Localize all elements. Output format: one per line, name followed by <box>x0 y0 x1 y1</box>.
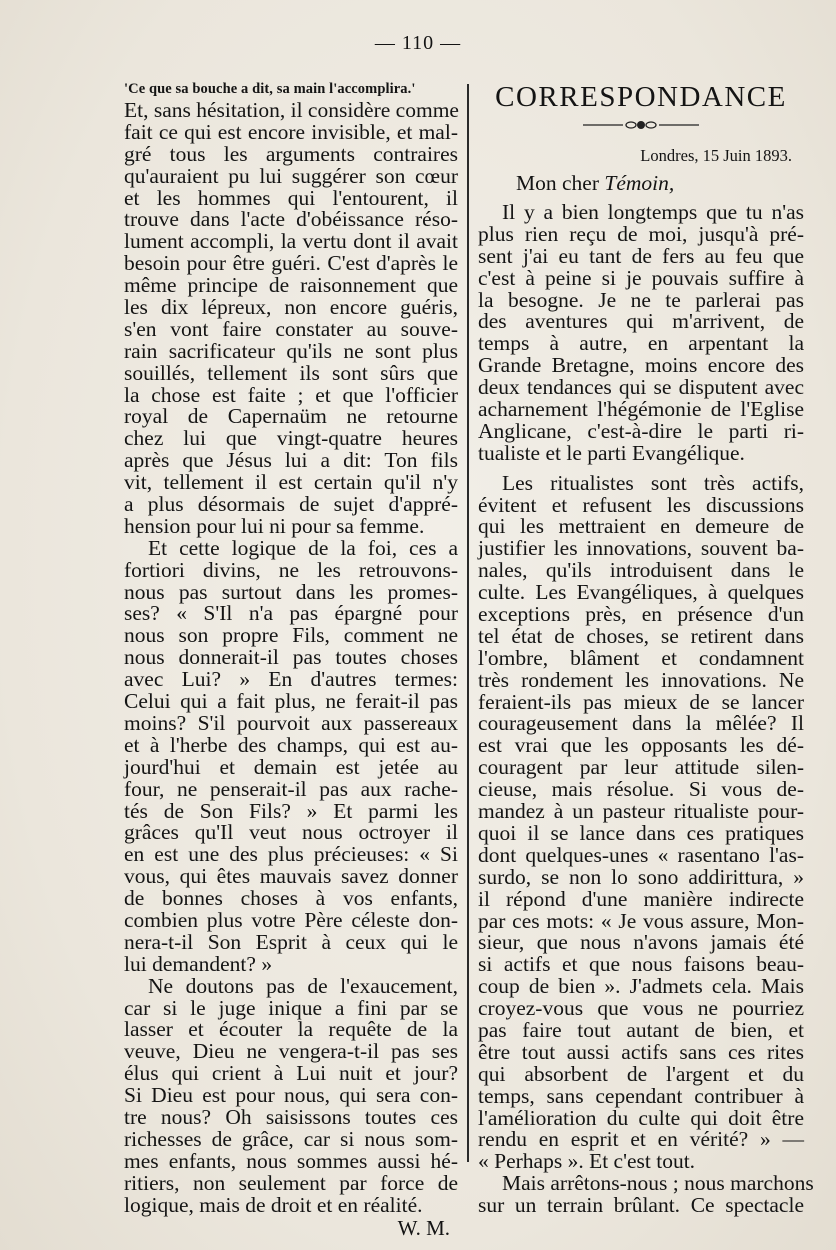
text-line: avec Lui? » En d'autres termes: <box>124 667 458 692</box>
text-line: si actifs et que nous faisons beau- <box>478 952 804 977</box>
text-line: vous, qui êtes mauvais savez donner <box>124 864 458 889</box>
text-line: tre nous? Oh saisissons toutes ces <box>124 1104 458 1129</box>
dateline: Londres, 15 Juin 1893. <box>640 146 792 165</box>
text-line: de bonnes choses à vos enfants, <box>124 886 458 911</box>
text-line: et les hommes qui l'entourent, il <box>124 185 458 210</box>
text-line: souillés, tellement ils sont sûrs que <box>124 360 458 385</box>
text-line: des aventures qui m'arrivent, de <box>478 309 804 334</box>
text-line: moins? S'il pourvoit aux passereaux <box>124 710 458 735</box>
text-line: très rondement les innovations. Ne <box>478 667 804 692</box>
text-line: croyez-vous que vous ne pourriez <box>478 996 804 1021</box>
salutation <box>478 168 804 198</box>
text-line: gré tous les arguments contraires <box>124 141 458 166</box>
text-line: l'ombre, blâment et condamnent <box>478 645 804 670</box>
text-line: qui les mettraient en demeure de <box>478 514 804 539</box>
text-line: Anglicane, c'est-à-dire le parti ri- <box>478 418 804 443</box>
text-line: sieur, que nous n'avons jamais été <box>478 930 804 955</box>
text-line: après que Jésus lui a dit: Ton fils <box>124 448 458 473</box>
text-line: rain sacrificateur qu'ils ne sont plus <box>124 338 458 363</box>
ornament-divider <box>581 118 701 132</box>
salutation-name: Témoin, <box>604 171 675 195</box>
paragraph <box>478 202 804 465</box>
text-line: logique, mais de droit et en réalité. <box>124 1192 423 1217</box>
text-line: tés de Son Fils? » Et parmi les <box>124 798 458 823</box>
text-line: grâces qu'Il veut nous octroyer il <box>124 820 458 845</box>
text-line: en est une des plus précieuses: « Si <box>124 842 458 867</box>
text-line: jourd'hui et demain est jetée au <box>124 754 458 779</box>
text-line: élus qui crient à Lui nuit et jour? <box>124 1061 458 1086</box>
text-line: l'amélioration du culte qui doit être <box>478 1105 804 1130</box>
text-line: chez lui que vingt-quatre heures <box>124 426 458 451</box>
text-line: Grande Bretagne, moins encore des <box>478 353 804 378</box>
text-line: veuve, Dieu ne vengera-t-il pas ses <box>124 1039 458 1064</box>
right-column <box>478 78 814 1218</box>
text-line: nous donnerait-il pas toutes choses <box>124 645 458 670</box>
text-line: évitent et refusent les discussions <box>478 492 804 517</box>
text-line: Ne doutons pas de l'exaucement, <box>148 973 458 998</box>
text-line: Et, sans hésitation, il considère comme <box>124 98 459 122</box>
text-line: combien plus votre Père céleste don- <box>124 907 458 932</box>
text-line: ses? « S'Il n'a pas épargné pour <box>124 601 458 626</box>
text-line: richesses de grâce, car si nous som- <box>124 1126 458 1151</box>
text-line: Il y a bien longtemps que tu n'as <box>502 200 804 224</box>
text-line: trouve dans l'acte d'obéissance réso- <box>124 207 458 232</box>
text-line: qu'auraient pu lui suggérer son cœur <box>124 163 458 188</box>
text-line: rendu en esprit et en vérité? » — <box>478 1127 804 1152</box>
section-heading: CORRESPONDANCE <box>495 81 787 113</box>
page-number: — 110 — <box>374 32 462 54</box>
text-line: acharnement l'hégémonie de l'Eglise <box>478 397 804 422</box>
text-line: Et cette logique de la foi, ces a <box>148 535 458 560</box>
signature: W. M. <box>397 1216 450 1241</box>
text-line: qui absorbent de l'argent et du <box>478 1061 804 1086</box>
text-line: les dix lépreux, non encore guéris, <box>124 295 458 320</box>
text-line: pas faire tout autant de bien, et <box>478 1017 804 1042</box>
text-line: four, ne penserait-il pas aux rache- <box>124 776 458 801</box>
text-line: exceptions près, en présence d'un <box>478 602 804 627</box>
text-line: deux tendances qui se disputent avec <box>478 375 804 400</box>
text-line: nales, qu'ils introduisent dans le <box>478 558 804 583</box>
text-line: la besogne. Je ne te parlerai pas <box>478 287 804 312</box>
paragraph <box>124 535 458 976</box>
paragraph <box>478 470 804 1174</box>
left-column <box>124 78 458 1240</box>
text-line: nera-t-il Son Esprit à ceux qui le <box>124 929 458 954</box>
text-line: plus rien reçu de moi, jusqu'à pré- <box>478 221 804 246</box>
text-line: temps à autre, en arpentant la <box>478 331 804 356</box>
text-line: nous pas surtout dans les promes- <box>124 579 458 604</box>
text-line: coup de bien ». J'admets cela. Mais <box>478 974 804 999</box>
text-line: tel état de choses, se retirent dans <box>478 623 804 648</box>
paragraph <box>124 100 458 538</box>
text-line: couragent par leur attitude silen- <box>478 755 804 780</box>
text-line: lui demandent? » <box>124 951 273 976</box>
text-line: temps, sans cependant contribuer à <box>478 1083 804 1108</box>
text-line: fait ce qui est encore invisible, et mal- <box>124 119 458 144</box>
column-divider <box>467 84 469 1162</box>
text-line: tualiste et le parti Evangélique. <box>478 440 745 465</box>
text-line: Les ritualistes sont très actifs, <box>502 470 804 495</box>
text-line: culte. Les Evangéliques, à quelques <box>478 580 804 605</box>
text-line: a plus désormais de sujet d'appré- <box>124 492 458 517</box>
text-line: Si Dieu est pour nous, qui sera con- <box>124 1083 458 1108</box>
text-line: lasser et écouter la requête de la <box>124 1017 458 1042</box>
salutation-prefix: Mon cher <box>516 171 605 195</box>
text-line: même principe de raisonnement que <box>124 273 458 298</box>
text-line: la chose est faite ; et que l'officier <box>124 382 458 407</box>
text-line: Celui qui a fait plus, ne ferait-il pas <box>124 689 458 714</box>
text-line: lument accompli, la vertu dont il avait <box>124 229 458 254</box>
text-line: quoi il se lance dans ces pratiques <box>478 820 804 845</box>
text-line: hension pour lui ni pour sa femme. <box>124 513 425 538</box>
paragraph <box>478 1171 814 1218</box>
text-line: par ces mots: « Je vous assure, Mon- <box>478 908 804 933</box>
text-line: être tout aussi actifs sans ces rites <box>478 1039 804 1064</box>
text-line: vit, tellement il est certain qu'il n'y <box>124 470 458 495</box>
text-line: mandez à un pasteur ritualiste pour- <box>478 799 804 824</box>
text-line: surdo, se non lo sono addirittura, » <box>478 864 804 889</box>
paragraph <box>124 973 458 1217</box>
text-line: courageusement dans la mêlée? Il <box>478 711 804 736</box>
text-line: sent j'ai eu tant de fers au feu que <box>478 243 804 268</box>
text-line: est vrai que les opposants les dé- <box>478 733 804 758</box>
text-line: ritiers, non seulement par force de <box>124 1170 458 1195</box>
text-line: c'est à peine si je pouvais suffire à <box>478 265 804 290</box>
text-line: nous son propre Fils, comment ne <box>124 623 458 648</box>
text-line: il répond d'une manière indirecte <box>478 886 804 911</box>
text-line: besoin pour être guéri. C'est d'après le <box>124 251 458 276</box>
text-line: mes enfants, nous sommes aussi hé- <box>124 1148 458 1173</box>
text-line: car si le juge inique a fini par se <box>124 995 458 1020</box>
text-line: sur un terrain brûlant. Ce spectacle <box>478 1193 804 1218</box>
text-line: Mais arrêtons-nous ; nous marchons <box>502 1171 814 1196</box>
text-line: dont quelques-unes « rasentano l'as- <box>478 842 804 867</box>
epigraph: 'Ce que sa bouche a dit, sa main l'accomplira.' <box>124 81 416 97</box>
text-line: « Perhaps ». Et c'est tout. <box>478 1149 696 1174</box>
text-line: s'en vont faire constater au souve- <box>124 316 458 341</box>
text-line: feraient-ils pas mieux de se lancer <box>478 689 804 714</box>
text-line: cieuse, mais résolue. Si vous de- <box>478 777 804 802</box>
text-line: fortiori divins, ne les retrouvons- <box>124 557 458 582</box>
text-line: justifier les innovations, souvent ba- <box>478 536 804 561</box>
text-line: royal de Capernaüm ne retourne <box>124 404 458 429</box>
text-line: et à l'herbe des champs, qui est au- <box>124 732 458 757</box>
